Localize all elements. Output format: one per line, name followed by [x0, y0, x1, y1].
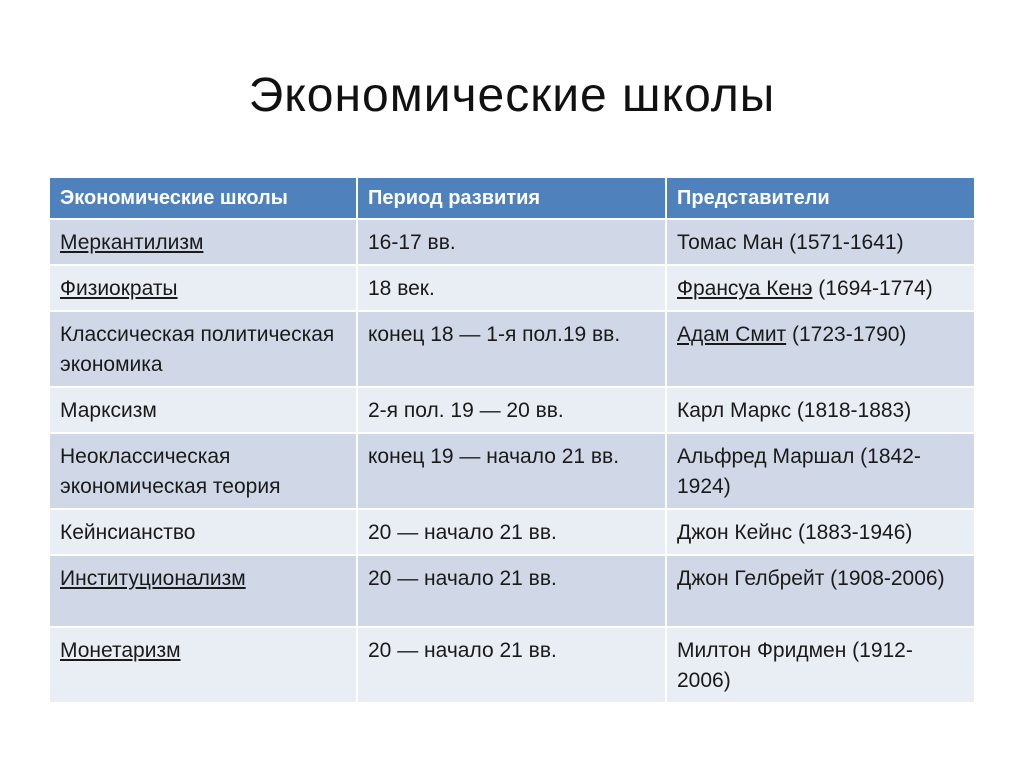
representative-name: Джон Кейнс: [677, 521, 793, 544]
representative-cell: [666, 433, 974, 509]
representative-years: (1571-1641): [783, 231, 904, 254]
representative-years: (1723-1790): [786, 323, 907, 346]
representative-name: Альфред Маршал: [677, 445, 855, 468]
representative-years: (1883-1946): [792, 521, 913, 544]
table-row: [50, 265, 974, 311]
period-cell: конец 18 — 1-я пол.19 вв.: [357, 311, 666, 387]
representative-cell: [666, 555, 974, 627]
representative-cell: [666, 219, 974, 265]
table-row: [50, 627, 974, 702]
representative-name: Карл Маркс: [677, 399, 791, 422]
representative-name: Томас Ман: [677, 231, 784, 254]
representative-cell[interactable]: [666, 265, 974, 311]
representative-cell: [666, 627, 974, 702]
table-row: [50, 311, 974, 387]
representative-years: (1912-2006): [677, 639, 913, 692]
representative-link[interactable]: Адам Смит: [677, 323, 787, 346]
table-row: [50, 433, 974, 509]
school-link[interactable]: Меркантилизм: [60, 231, 204, 254]
representative-years: (1818-1883): [790, 399, 912, 422]
representative-name: Джон Гелбрейт: [677, 567, 825, 590]
school-link[interactable]: Институционализм: [60, 567, 246, 590]
table-header-row: [50, 178, 974, 219]
period-cell: 20 — начало 21 вв.: [357, 627, 666, 702]
school-cell: Кейнсианство: [50, 509, 357, 555]
column-header-representatives: Представители: [666, 178, 974, 219]
school-cell: Марксизм: [50, 387, 357, 433]
page-title: Экономические школы: [248, 69, 776, 122]
period-cell: 18 век.: [357, 265, 666, 311]
table-row: [50, 387, 974, 433]
school-link[interactable]: Монетаризм: [60, 639, 181, 662]
school-cell[interactable]: [50, 219, 357, 265]
period-cell: 2-я пол. 19 — 20 вв.: [357, 387, 666, 433]
representative-years: (1842-1924): [677, 445, 921, 498]
column-header-school: Экономические школы: [50, 178, 357, 219]
school-cell[interactable]: [50, 627, 357, 702]
schools-table: [50, 178, 974, 702]
column-header-period: Период развития: [357, 178, 666, 219]
table-row: [50, 509, 974, 555]
representative-years: (1908-2006): [824, 567, 945, 590]
table-row: [50, 219, 974, 265]
period-cell: конец 19 — начало 21 вв.: [357, 433, 666, 509]
period-cell: 20 — начало 21 вв.: [357, 509, 666, 555]
representative-years: (1694-1774): [812, 277, 933, 300]
representative-cell: [666, 387, 974, 433]
school-cell: Неоклассическая экономическая теория: [50, 433, 357, 509]
school-cell[interactable]: [50, 265, 357, 311]
period-cell: 20 — начало 21 вв.: [357, 555, 666, 627]
school-cell[interactable]: [50, 555, 357, 627]
school-cell: Классическая политическая экономика: [50, 311, 357, 387]
representative-link[interactable]: Франсуа Кенэ: [677, 277, 813, 300]
representative-name: Милтон Фридмен: [677, 639, 847, 662]
school-link[interactable]: Физиократы: [60, 277, 178, 300]
table-row: [50, 555, 974, 627]
representative-cell: [666, 509, 974, 555]
period-cell: 16-17 вв.: [357, 219, 666, 265]
representative-cell[interactable]: [666, 311, 974, 387]
